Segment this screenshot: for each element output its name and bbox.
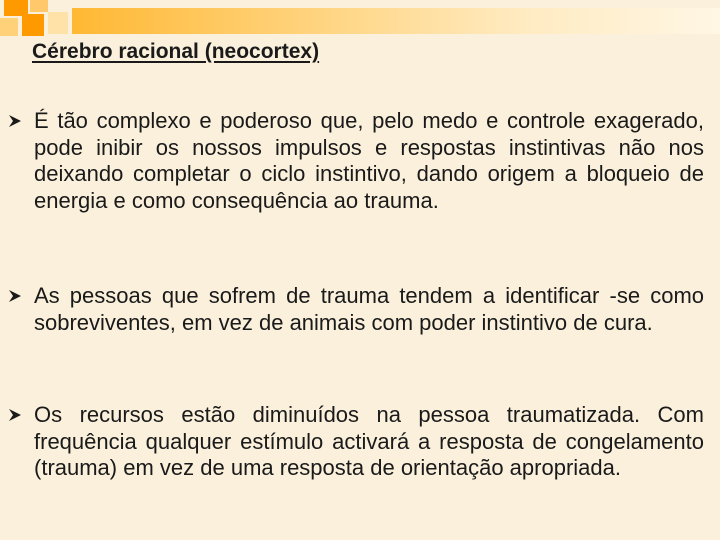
right-arrowhead-icon [8,289,22,303]
decor-square-light [30,0,48,12]
right-arrowhead-icon [8,408,22,422]
decor-square-light [48,12,68,34]
decor-square-light [0,18,18,36]
decor-square-dark [22,14,44,36]
bullet-text: As pessoas que sofrem de trauma tendem a identificar -se como sobreviventes, em vez de animais com poder instintivo de cura. [34,283,704,335]
right-arrowhead-icon [8,114,22,128]
bullet-text: É tão complexo e poderoso que, pelo medo e controle exagerado, pode inibir os nossos impulsos e respostas instintivas não nos deixando completar o ciclo instintivo, dando origem a bloqueio de energia e como consequência ao trauma. [34,108,704,213]
header-decoration [0,0,720,40]
header-gradient-bar [72,8,720,34]
bullet-text: Os recursos estão diminuídos na pessoa traumatizada. Com frequência qualquer estímulo activará a resposta de congelamento (trauma) em vez de uma resposta de orientação apropriada. [34,402,704,480]
slide-title: Cérebro racional (neocortex) [32,40,320,63]
